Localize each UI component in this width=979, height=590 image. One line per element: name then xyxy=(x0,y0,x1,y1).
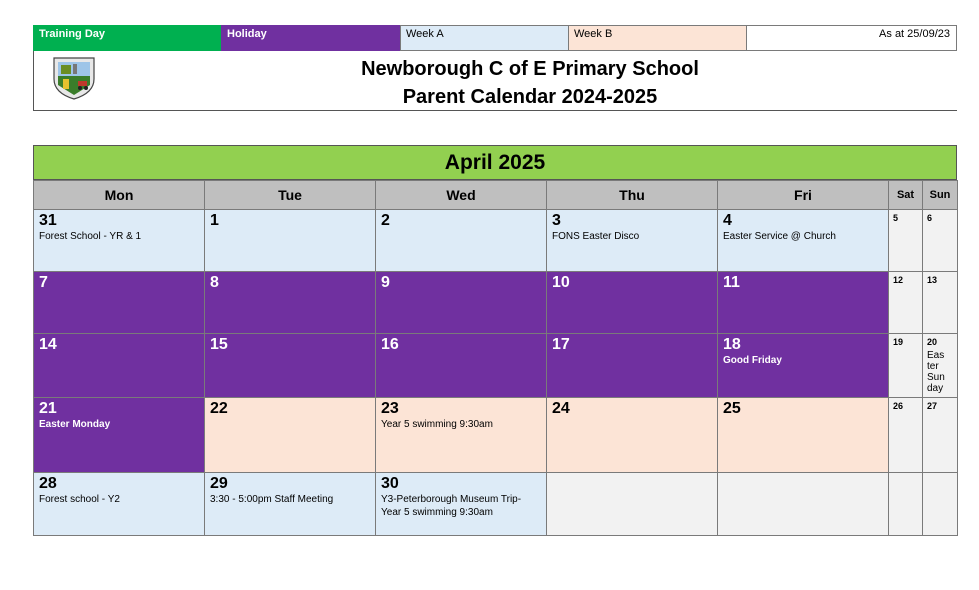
weekday-header: Wed xyxy=(376,181,547,210)
day-number: 7 xyxy=(39,274,48,291)
empty-cell xyxy=(718,473,889,536)
day-event: Y3-Peterborough Museum Trip- xyxy=(381,494,522,505)
calendar-title: Parent Calendar 2024-2025 xyxy=(402,86,658,108)
empty-cell xyxy=(547,473,718,536)
holiday-cell xyxy=(34,272,205,334)
day-event: Good Friday xyxy=(723,355,782,366)
week-row xyxy=(34,334,958,398)
legend-bar xyxy=(33,25,957,51)
calendar-grid xyxy=(33,180,958,536)
day-cell xyxy=(718,210,889,272)
weekend-cell xyxy=(889,210,923,272)
holiday-cell xyxy=(34,398,205,473)
day-number: 29 xyxy=(210,475,228,492)
weekday-header-row xyxy=(34,181,958,210)
month-calendar xyxy=(33,145,957,536)
header-divider-left xyxy=(33,51,34,111)
weekend-cell xyxy=(923,210,958,272)
day-cell xyxy=(205,473,376,536)
day-number: 8 xyxy=(210,274,219,291)
empty-cell xyxy=(923,473,958,536)
day-cell xyxy=(205,210,376,272)
header-divider xyxy=(33,110,957,111)
day-number: 10 xyxy=(552,274,570,291)
day-number: 19 xyxy=(893,337,904,347)
holiday-cell xyxy=(547,272,718,334)
weekend-cell xyxy=(889,272,923,334)
as-at-date: As at 25/09/23 xyxy=(746,25,957,51)
weekend-cell xyxy=(923,334,958,398)
holiday-cell xyxy=(718,272,889,334)
weekday-header: Fri xyxy=(718,181,889,210)
day-event: Easter Monday xyxy=(39,419,111,430)
week-row xyxy=(34,210,958,272)
day-number: 3 xyxy=(552,212,561,229)
day-number: 9 xyxy=(381,274,390,291)
day-number: 20 xyxy=(927,337,938,347)
month-title: April 2025 xyxy=(33,145,957,180)
weekend-cell xyxy=(889,398,923,473)
legend-training-day: Training Day xyxy=(33,25,221,51)
day-number: 30 xyxy=(381,475,399,492)
day-number: 15 xyxy=(210,336,228,353)
day-number: 18 xyxy=(723,336,741,353)
holiday-cell xyxy=(718,334,889,398)
holiday-cell xyxy=(205,272,376,334)
legend-week-b: Week B xyxy=(568,25,746,51)
day-cell xyxy=(547,210,718,272)
holiday-cell xyxy=(205,334,376,398)
day-number: 24 xyxy=(552,400,570,417)
day-cell xyxy=(34,473,205,536)
day-number: 27 xyxy=(927,401,938,411)
day-event: Easter Service @ Church xyxy=(723,231,836,242)
day-number: 28 xyxy=(39,475,57,492)
holiday-cell xyxy=(376,334,547,398)
day-event: Year 5 swimming 9:30am xyxy=(381,507,493,518)
week-row xyxy=(34,272,958,334)
weekend-cell xyxy=(923,398,958,473)
school-name: Newborough C of E Primary School xyxy=(361,58,699,80)
day-number: 26 xyxy=(893,401,904,411)
day-number: 25 xyxy=(723,400,741,417)
day-number: 22 xyxy=(210,400,228,417)
day-number: 4 xyxy=(723,212,732,229)
day-number: 14 xyxy=(39,336,57,353)
holiday-cell xyxy=(547,334,718,398)
day-cell xyxy=(718,398,889,473)
weekday-header: Sun xyxy=(923,181,958,210)
day-cell xyxy=(34,210,205,272)
day-cell xyxy=(205,398,376,473)
day-cell xyxy=(376,210,547,272)
week-row xyxy=(34,398,958,473)
day-number: 12 xyxy=(893,275,904,285)
day-event: Forest school - Y2 xyxy=(39,494,120,505)
weekday-header: Thu xyxy=(547,181,718,210)
day-number: 6 xyxy=(927,213,933,223)
day-cell xyxy=(376,398,547,473)
week-row xyxy=(34,473,958,536)
weekend-cell xyxy=(889,334,923,398)
holiday-cell xyxy=(376,272,547,334)
legend-week-a: Week A xyxy=(400,25,568,51)
day-number: 23 xyxy=(381,400,399,417)
day-number: 17 xyxy=(552,336,570,353)
school-crest-logo xyxy=(51,55,97,101)
weekday-header: Tue xyxy=(205,181,376,210)
weekend-cell xyxy=(923,272,958,334)
empty-cell xyxy=(889,473,923,536)
legend-holiday: Holiday xyxy=(221,25,400,51)
day-number: 13 xyxy=(927,275,938,285)
day-event: FONS Easter Disco xyxy=(552,231,640,242)
day-cell xyxy=(547,398,718,473)
day-number: 16 xyxy=(381,336,399,353)
day-event: Year 5 swimming 9:30am xyxy=(381,419,493,430)
day-number: 2 xyxy=(381,212,390,229)
weekday-header: Sat xyxy=(889,181,923,210)
day-event: Eas ter Sun day xyxy=(927,350,945,394)
day-cell xyxy=(376,473,547,536)
day-number: 31 xyxy=(39,212,57,229)
day-number: 1 xyxy=(210,212,219,229)
day-event: Forest School - YR & 1 xyxy=(39,231,142,242)
day-number: 5 xyxy=(893,213,899,223)
day-number: 21 xyxy=(39,400,57,417)
day-event: 3:30 - 5:00pm Staff Meeting xyxy=(210,494,334,505)
holiday-cell xyxy=(34,334,205,398)
day-number: 11 xyxy=(723,274,740,291)
weekday-header: Mon xyxy=(34,181,205,210)
